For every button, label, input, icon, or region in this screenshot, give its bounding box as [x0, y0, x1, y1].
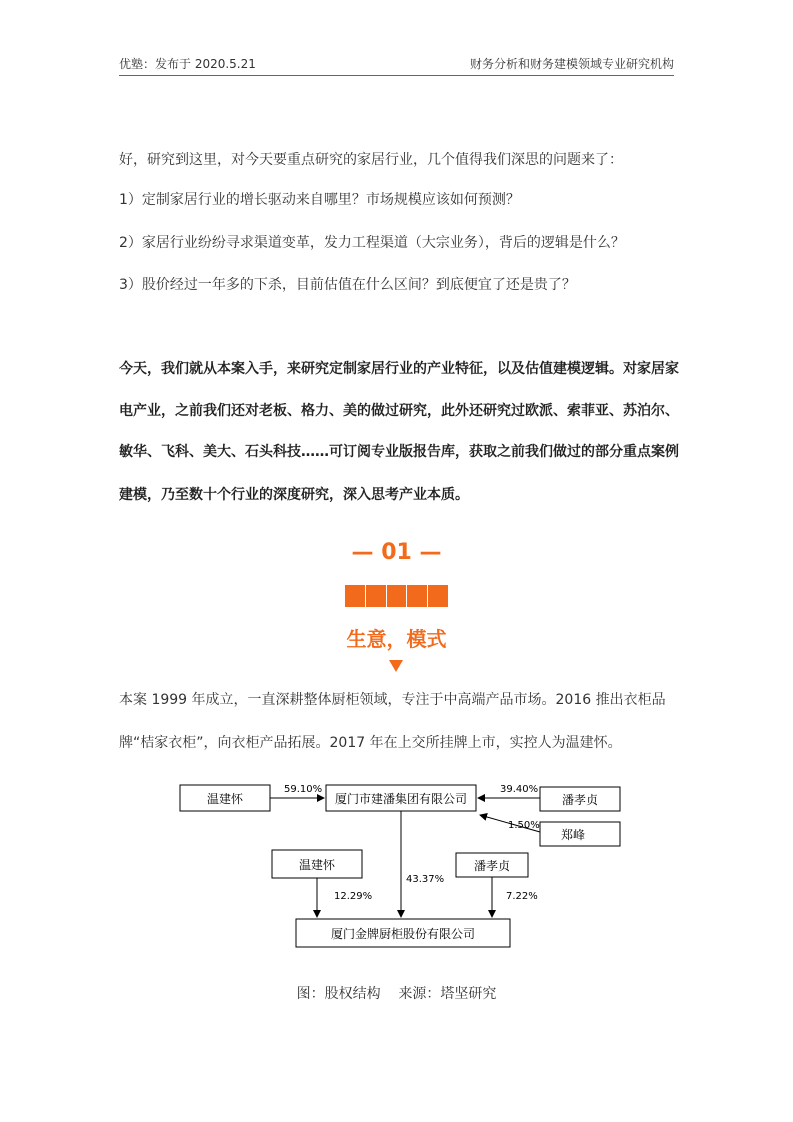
- bold-paragraph-line-2: 电产业，之前我们还对老板、格力、美的做过研究，此外还研究过欧派、索菲亚、苏泊尔、: [119, 403, 679, 419]
- bold-paragraph-line-1: 今天，我们就从本案入手，来研究定制家居行业的产业特征，以及估值建模逻辑。对家居家: [119, 361, 679, 377]
- section-decor-bar: [345, 585, 448, 607]
- group-company-name: 厦门市建潘集团有限公司: [334, 792, 468, 806]
- ownership-structure-diagram: [170, 775, 630, 955]
- pct-pan-group: 39.40%: [500, 784, 539, 795]
- bold-paragraph-line-4: 建模，乃至数十个行业的深度研究，深入思考产业本质。: [119, 487, 469, 503]
- intro-lead: 好，研究到这里，对今天要重点研究的家居行业，几个值得我们深思的问题来了：: [119, 152, 623, 168]
- listed-company-name: 厦门金牌厨柜股份有限公司: [330, 927, 476, 941]
- question-3: 3）股价经过一年多的下杀，目前估值在什么区间？到底便宜了还是贵了？: [119, 277, 576, 293]
- holder-name-wen-direct: 温建怀: [298, 858, 336, 872]
- down-triangle-icon: [389, 660, 403, 672]
- page-header: [119, 55, 674, 73]
- section-number: — 01 —: [351, 540, 442, 565]
- pct-zheng-group: 1.50%: [508, 820, 540, 831]
- holder-name-pan-top: 潘孝贞: [561, 793, 599, 807]
- pct-group-company: 43.37%: [406, 874, 445, 885]
- header-divider: [119, 75, 674, 76]
- header-org-tagline: 财务分析和财务建模领域专业研究机构: [469, 57, 674, 71]
- question-2: 2）家居行业纷纷寻求渠道变革，发力工程渠道（大宗业务），背后的逻辑是什么？: [119, 235, 625, 251]
- pct-wen-company: 12.29%: [334, 891, 373, 902]
- pct-pan-company: 7.22%: [506, 891, 538, 902]
- pct-wen-group: 59.10%: [284, 784, 323, 795]
- question-1: 1）定制家居行业的增长驱动来自哪里？市场规模应该如何预测？: [119, 192, 520, 208]
- holder-name-wen-top: 温建怀: [206, 792, 244, 806]
- holder-name-pan-direct: 潘孝贞: [473, 859, 511, 873]
- body-line-2: 牌“桔家衣柜”，向衣柜产品拓展。2017 年在上交所挂牌上市，实控人为温建怀。: [119, 735, 622, 751]
- section-title: 生意，模式: [346, 627, 447, 651]
- header-publish-date: 优塾：发布于 2020.5.21: [119, 57, 256, 71]
- body-line-1: 本案 1999 年成立，一直深耕整体厨柜领域，专注于中高端产品市场。2016 推出衣柜品: [119, 692, 666, 708]
- bold-paragraph-line-3: 敏华、飞科、美大、石头科技……可订阅专业版报告库，获取之前我们做过的部分重点案例: [119, 444, 679, 460]
- figure-caption: 图：股权结构 来源：塔坚研究: [296, 986, 497, 1002]
- holder-name-zheng: 郑峰: [560, 828, 586, 842]
